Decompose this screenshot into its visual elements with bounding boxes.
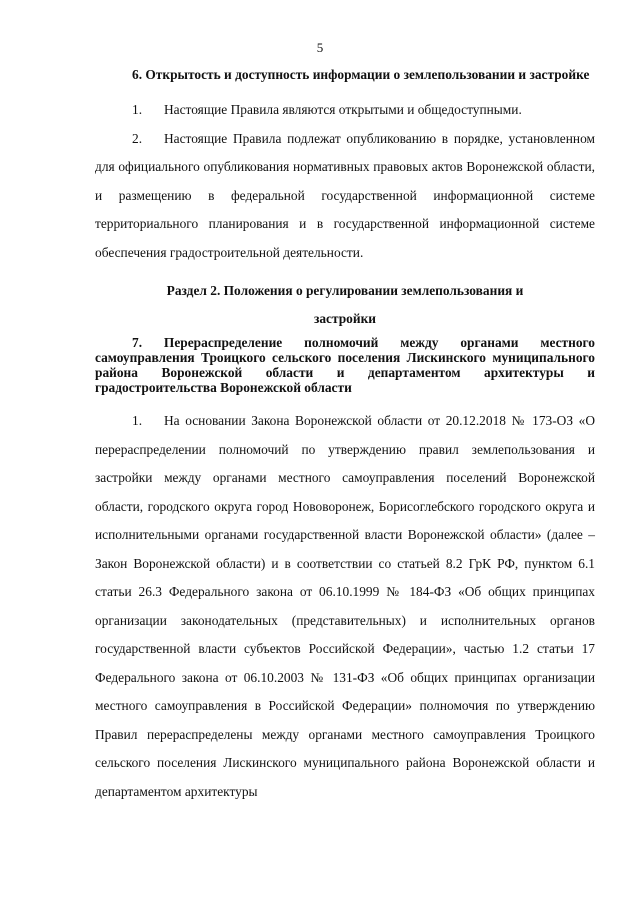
section-6-item-1 bbox=[95, 96, 595, 125]
item-text: Настоящие Правила являются открытыми и общедоступными. bbox=[164, 102, 522, 117]
section-6-item-2 bbox=[95, 125, 595, 268]
page-number: 5 bbox=[316, 40, 324, 55]
item-text: На основании Закона Воронежской области от 20.12.2018 № 173-ОЗ «О перераспределении полномочий по утверждению правил землепользования и застройки между органами местного самоуправления поселений Воронежской области, городского округа город Нововоронеж, Борисоглебского городского округа и исполнительными органами государственной власти Воронежской области» (далее – Закон Воронежской области) и в соответствии со статьей 8.2 ГрК РФ, пунктом 6.1 статьи 26.3 Федерального закона от 06.10.1999 № 184-ФЗ «Об общих принципах организации законодательных (представительных) и исполнительных органов государственной власти субъектов Российской Федерации», частью 1.2 статьи 17 Федерального закона от 06.10.2003 № 131-ФЗ «Об общих принципах организации местного самоуправления в Российской Федерации» полномочия по утверждению Правил перераспределены между органами местного самоуправления Троицкого сельского поселения Лискинского муниципального района Воронежской области и департаментом архитектуры bbox=[95, 413, 595, 799]
document-body bbox=[95, 66, 595, 806]
section-6-heading: 6. Открытость и доступность информации о землепользовании и застройке bbox=[132, 67, 590, 82]
part-2-title-line-2: застройки bbox=[313, 311, 377, 326]
item-number: 1. bbox=[132, 102, 143, 117]
section-7-item-1 bbox=[95, 407, 595, 806]
part-2-title-line-1: Раздел 2. Положения о регулировании землепользования и bbox=[166, 283, 524, 298]
item-number: 1. bbox=[132, 413, 143, 428]
section-7-heading: 7. Перераспределение полномочий между органами местного самоуправления Троицкого сельского поселения Лискинского муниципального района Воронежской области и департаментом архитектуры и градостроительства Воронежской области bbox=[95, 335, 595, 395]
item-text: Настоящие Правила подлежат опубликованию в порядке, установленном для официального опубликования нормативных правовых актов Воронежской области, и размещению в федеральной государственной информационной системе территориального планирования и в государственной информационной системе обеспечения градостроительной деятельности. bbox=[95, 130, 595, 260]
item-number: 2. bbox=[132, 130, 143, 146]
